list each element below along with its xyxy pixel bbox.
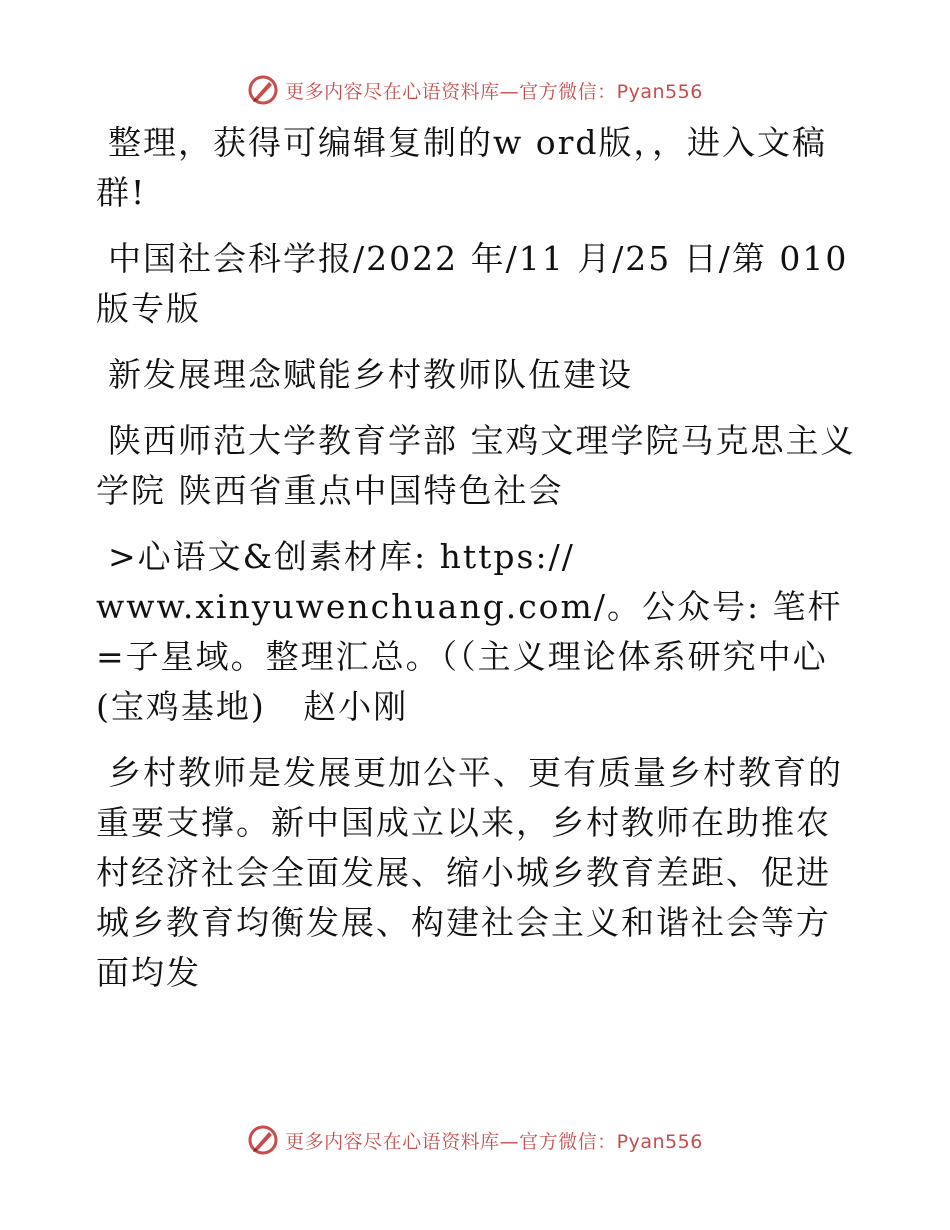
- footer-watermark: [247, 1124, 703, 1156]
- paragraph-intro-text: 整理，获得可编辑复制的w ord版，，进入文稿群!: [96, 123, 828, 212]
- paragraph-source: [96, 234, 861, 334]
- pen-logo-icon: [247, 74, 279, 106]
- header-watermark: [247, 74, 703, 106]
- paragraph-intro: [96, 118, 856, 218]
- document-body: [96, 118, 861, 1014]
- header-watermark-banner: [0, 70, 950, 110]
- footer-watermark-banner: [0, 1120, 950, 1160]
- header-watermark-text: 更多内容尽在心语资料库—官方微信：Pyan556: [285, 80, 703, 103]
- paragraph-source-text: 中国社会科学报/2022 年/11 月/25 日/第 010 版专版: [96, 239, 861, 328]
- paragraph-affiliation: [96, 416, 856, 516]
- paragraph-affiliation-text: 陕西师范大学教育学部 宝鸡文理学院马克思主义学院 陕西省重点中国特色社会: [96, 421, 856, 510]
- article-title: [96, 350, 856, 400]
- pen-logo-icon: [247, 1124, 279, 1156]
- paragraph-body: [96, 748, 856, 998]
- paragraph-source-link: [96, 532, 856, 732]
- paragraph-source-link-text: >心语文&创素材库: https:// www.xinyuwenchuang.com/。公众号: 笔杆=子星域。整理汇总。（（主义理论体系研究中心(宝鸡基地) 赵小刚: [96, 537, 843, 726]
- footer-watermark-text: 更多内容尽在心语资料库—官方微信：Pyan556: [285, 1130, 703, 1153]
- paragraph-body-text: 乡村教师是发展更加公平、更有质量乡村教育的重要支撑。新中国成立以来，乡村教师在助推农村经济社会全面发展、缩小城乡教育差距、促进城乡教育均衡发展、构建社会主义和谐社会等方面均发: [96, 753, 843, 992]
- article-title-text: 新发展理念赋能乡村教师队伍建设: [108, 355, 633, 394]
